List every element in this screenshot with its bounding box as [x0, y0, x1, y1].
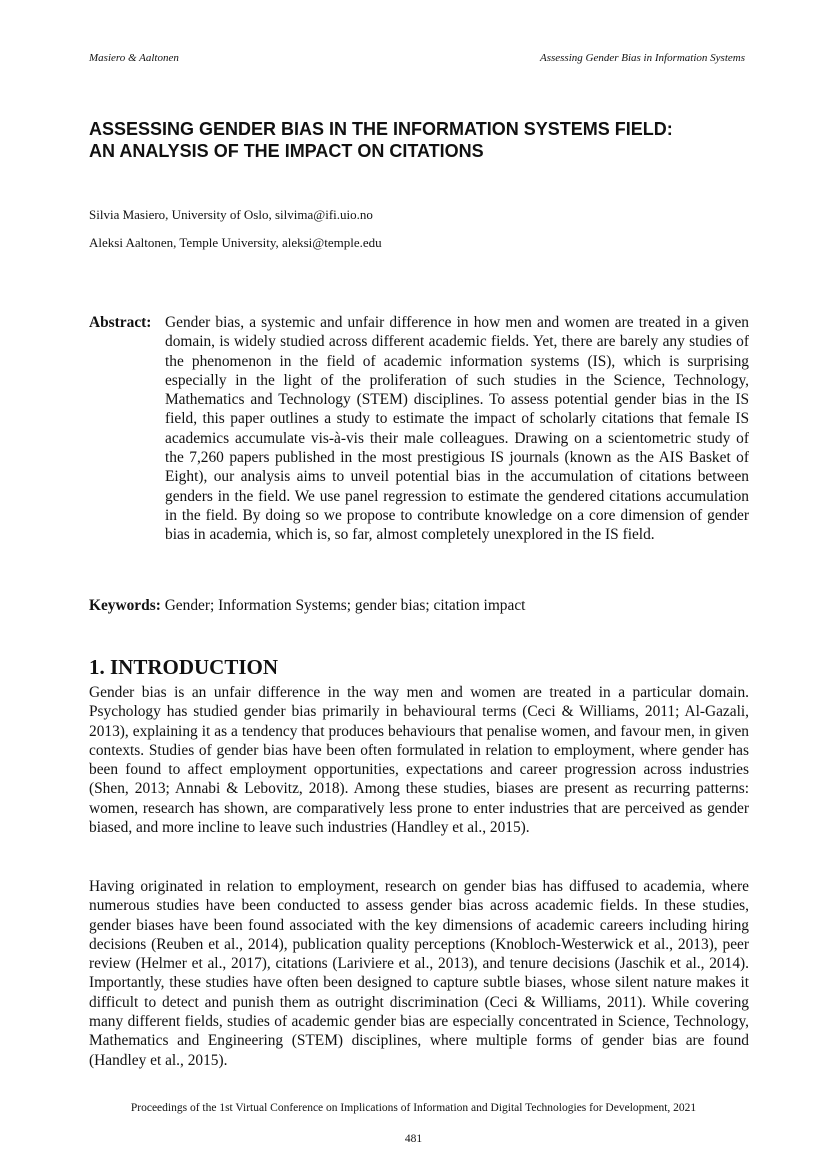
keywords: [89, 597, 525, 615]
author-line: Aleksi Aaltonen, Temple University, aleksi@temple.edu: [89, 235, 382, 250]
body-paragraph: Gender bias is an unfair difference in the way men and women are treated in a particular domain. Psychology has studied gender bias primarily in behavioural terms (Ceci & Williams, 2011; Al-Gazali, 2013), explaining it as a tendency that produces behaviours that penalise women, and favour men, in given contexts. Studies of gender bias have been often formulated in relation to employment, where gender has been found to affect employment opportunities, expectations and career progression across industries (Shen, 2013; Annabi & Lebovitz, 2018). Among these studies, biases are present as recurring patterns: women, research has shown, are comparatively less prone to enter industries that are perceived as gender biased, and more incline to leave such industries (Handley et al., 2015).: [89, 684, 749, 837]
page-footer: Proceedings of the 1st Virtual Conference on Implications of Information and Digital Technologies for Development, 2021: [130, 1102, 697, 1114]
abstract-label: Abstract:: [89, 314, 152, 331]
page-number: 481: [404, 1133, 423, 1145]
title-line: ASSESSING GENDER BIAS IN THE INFORMATION SYSTEMS FIELD:: [89, 119, 673, 139]
abstract-text: Gender bias, a systemic and unfair difference in how men and women are treated in a given domain, is widely studied across different academic fields. Yet, there are barely any studies of the phenomenon in the field of academic information systems (IS), which is surprising especially in the light of the proliferation of such studies in the Science, Technology, Mathematics and Technology (STEM) disciplines. To assess potential gender bias in the IS field, this paper outlines a study to estimate the impact of scholarly citations that female IS academics accumulate vis-à-vis their male colleagues. Drawing on a scientometric study of the 7,260 papers published in the most prestigious IS journals (known as the AIS Basket of Eight), our analysis aims to unveil potential bias in the accumulation of citations between genders in the field. We use panel regression to estimate the gendered citations accumulation in the field. By doing so we propose to contribute knowledge on a core dimension of gender bias in academia, which is, so far, almost completely unexplored in the IS field.: [165, 314, 749, 544]
keywords-label: Keywords:: [89, 597, 161, 614]
running-header-left: Masiero & Aaltonen: [89, 52, 179, 64]
title-line: AN ANALYSIS OF THE IMPACT ON CITATIONS: [89, 141, 484, 161]
author-line: Silvia Masiero, University of Oslo, silvima@ifi.uio.no: [89, 207, 373, 222]
body-paragraph: Having originated in relation to employment, research on gender bias has diffused to academia, where numerous studies have been conducted to assess gender bias across academic fields. In these studies, gender biases have been found associated with the key dimensions of academic careers including hiring decisions (Reuben et al., 2014), publication quality perceptions (Knobloch-Westerwick et al., 2013), peer review (Helmer et al., 2017), citations (Lariviere et al., 2013), and tenure decisions (Jaschik et al., 2014). Importantly, these studies have often been designed to capture subtle biases, whose silent nature makes it difficult to detect and punish them as outright discrimination (Ceci & Williams, 2011). While covering many different fields, studies of academic gender bias are especially concentrated in Science, Technology, Mathematics and Engineering (STEM) disciplines, where multiple forms of gender bias are found (Handley et al., 2015).: [89, 878, 749, 1069]
paper-title: [89, 118, 759, 162]
section-heading: 1. INTRODUCTION: [89, 655, 279, 679]
abstract: [89, 313, 749, 545]
keywords-text: Gender; Information Systems; gender bias; citation impact: [164, 597, 526, 614]
running-header-right: Assessing Gender Bias in Information Systems: [539, 52, 745, 64]
